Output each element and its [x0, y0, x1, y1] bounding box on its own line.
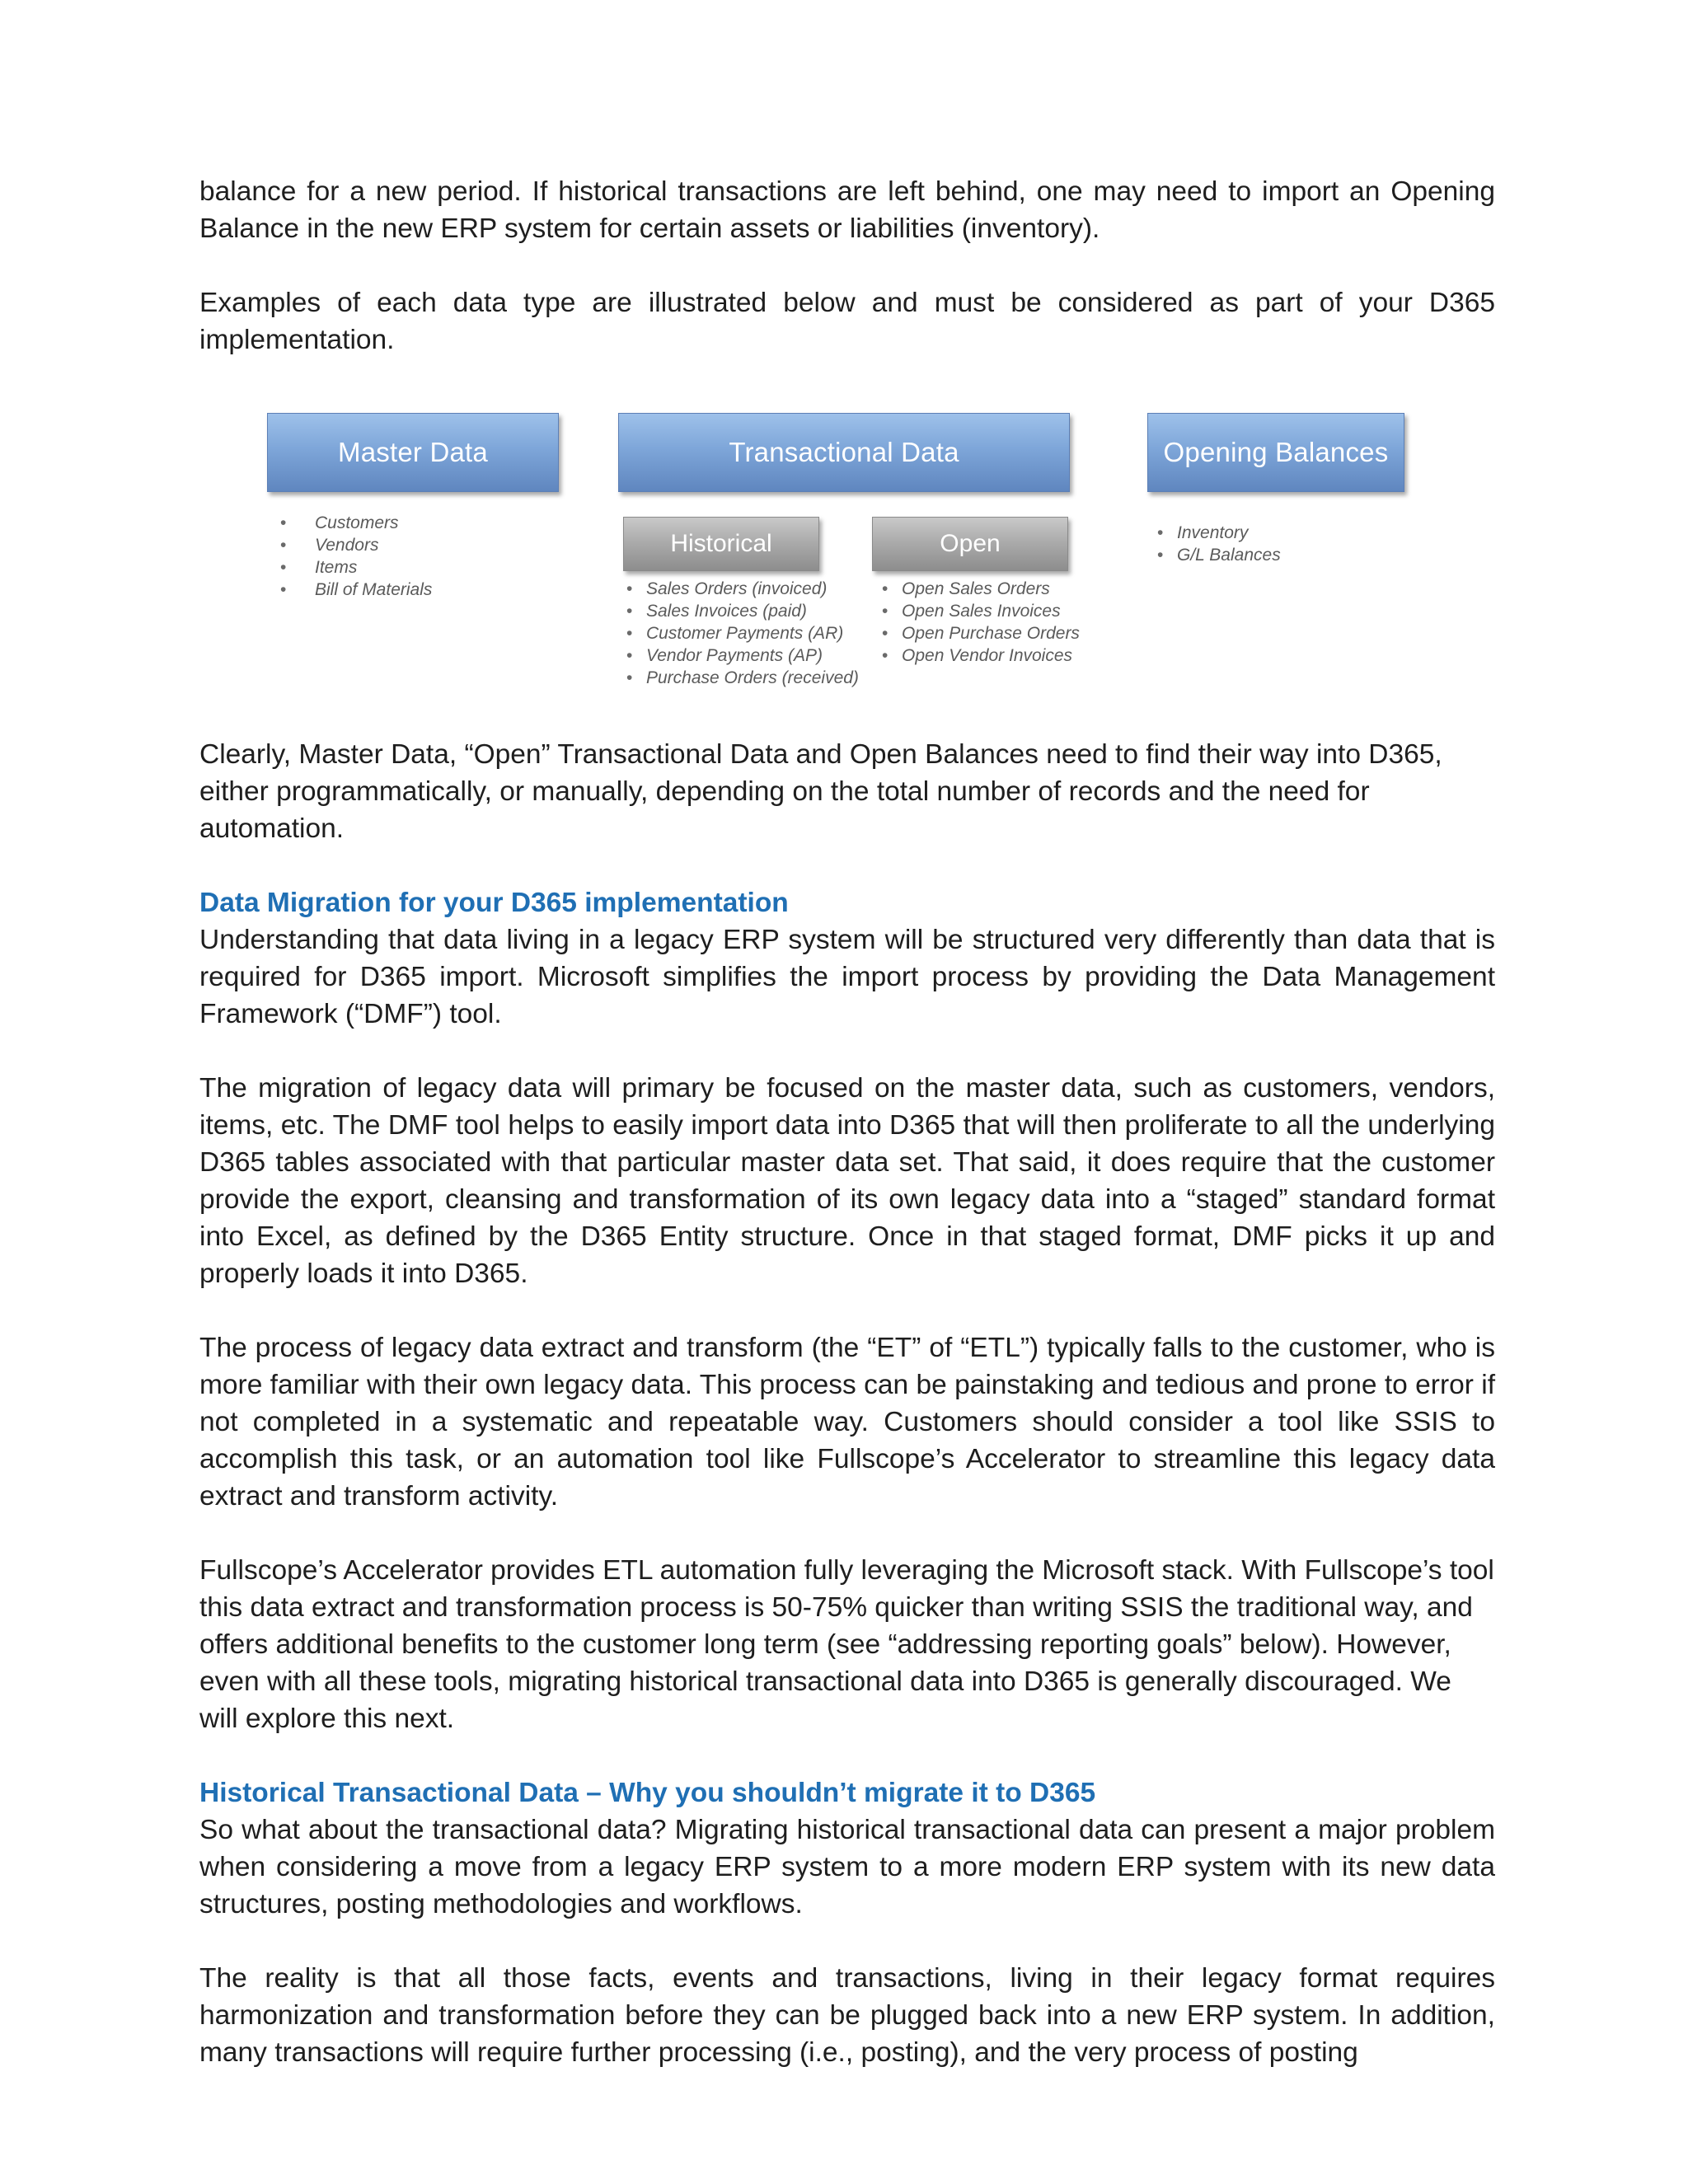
- open-title: Open: [940, 530, 1001, 557]
- section-heading-data-migration: Data Migration for your D365 implementation: [199, 888, 789, 918]
- historical-box: [623, 517, 819, 571]
- list-item: • Open Sales Orders: [882, 579, 1050, 598]
- opening-balances-box: [1147, 413, 1404, 492]
- paragraph-migration-legacy: The migration of legacy data will primary be focused on the master data, such as customers, vendors, items, etc. The DMF tool helps to easily import data into D365 that will then proliferate to all the underlying D365 tables associated with that particular master data set. That said, it does require that the customer provide the export, cleansing and transformation of its own legacy data into a “staged” standard format into Excel, as defined by the D365 Entity structure. Once in that staged format, DMF picks it up and properly loads it into D365.: [199, 1073, 1495, 1289]
- historical-title: Historical: [670, 530, 772, 557]
- historical-list: [626, 578, 859, 689]
- list-item: • Sales Orders (invoiced): [626, 579, 828, 598]
- list-item: • Open Purchase Orders: [882, 624, 1080, 643]
- master-data-title: Master Data: [338, 437, 488, 467]
- paragraph-examples: Examples of each data type are illustrated below and must be considered as part of your D365 implementation.: [199, 288, 1495, 355]
- paragraph-understanding: Understanding that data living in a legacy ERP system will be structured very differently than data that is required for D365 import. Microsoft simplifies the import process by providing the Data Management Framework (“DMF”) tool.: [199, 925, 1495, 1029]
- list-item: • Customers: [280, 513, 399, 532]
- transactional-data-title: Transactional Data: [729, 437, 959, 467]
- list-item: • Vendor Payments (AP): [626, 646, 823, 665]
- list-item: • Open Vendor Invoices: [882, 646, 1073, 665]
- paragraph-clearly: Clearly, Master Data, “Open” Transactional Data and Open Balances need to find their way into D365, either programmatically, or manually, depending on the total number of records and the need for automation.: [199, 739, 1442, 844]
- document-page: [199, 173, 1495, 2071]
- paragraph-et-process: The process of legacy data extract and transform (the “ET” of “ETL”) typically falls to the customer, who is more familiar with their own legacy data. This process can be painstaking and tedious and prone to error if not completed in a systematic and repeatable way. Customers should consider a tool like SSIS to accomplish this task, or an automation tool like Fullscope’s Accelerator to streamline this legacy data extract and transform activity.: [199, 1333, 1495, 1511]
- opening-balances-title: Opening Balances: [1163, 437, 1389, 467]
- list-item: • Items: [280, 558, 358, 577]
- data-types-diagram: [199, 413, 1495, 718]
- list-item: • Sales Invoices (paid): [626, 602, 807, 621]
- list-item: • Purchase Orders (received): [626, 668, 859, 687]
- list-item: • Bill of Materials: [280, 580, 433, 599]
- paragraph-reality: The reality is that all those facts, events and transactions, living in their legacy format requires harmonization and transformation before they can be plugged back into a new ERP system. In addition, many transactions will require further processing (i.e., posting), and the very process of posting: [199, 1963, 1495, 2068]
- paragraph-transactional-data: So what about the transactional data? Migrating historical transactional data can present a major problem when considering a move from a legacy ERP system to a more modern ERP system with its new data structures, posting methodologies and workflows.: [199, 1815, 1495, 1919]
- list-item: • Customer Payments (AR): [626, 624, 844, 643]
- master-data-box: [267, 413, 559, 492]
- paragraph-opening-balance: balance for a new period. If historical transactions are left behind, one may need to import an Opening Balance in the new ERP system for certain assets or liabilities (inventory).: [199, 176, 1495, 244]
- open-list: [882, 578, 1080, 667]
- section-heading-historical: Historical Transactional Data – Why you shouldn’t migrate it to D365: [199, 1778, 1096, 1808]
- list-item: • Open Sales Invoices: [882, 602, 1061, 621]
- list-item: • G/L Balances: [1157, 546, 1281, 565]
- opening-balances-list: [1157, 522, 1281, 566]
- open-box: [872, 517, 1068, 571]
- list-item: • Vendors: [280, 536, 379, 555]
- list-item: • Inventory: [1157, 523, 1249, 542]
- paragraph-accelerator: Fullscope’s Accelerator provides ETL automation fully leveraging the Microsoft stack. With Fullscope’s tool this data extract and transformation process is 50-75% quicker than writing SSIS the traditional way, and offers additional benefits to the customer long term (see “addressing reporting goals” below). However, even with all these tools, migrating historical transactional data into D365 is generally discouraged. We will explore this next.: [199, 1555, 1494, 1734]
- transactional-data-box: [618, 413, 1070, 492]
- master-data-list: [280, 512, 433, 601]
